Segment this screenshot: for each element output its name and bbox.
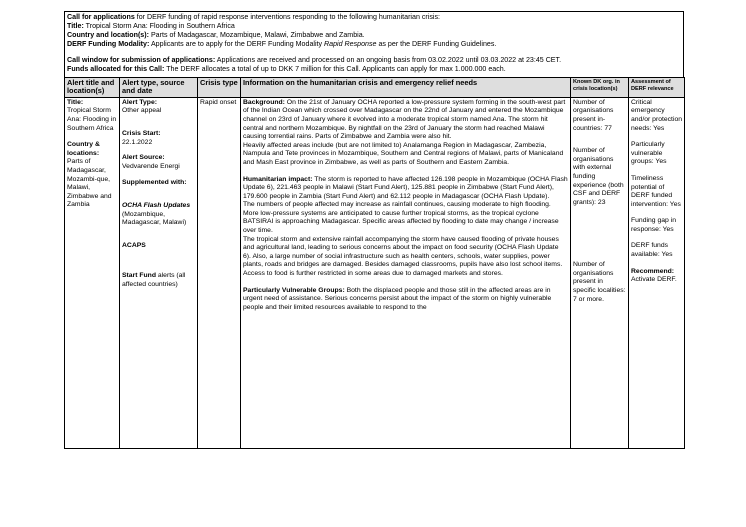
col-header-crisis-type: Crisis type (198, 77, 241, 97)
background-text: On the 21st of January OCHA reported a low-pressure system forming in the south-west part of the Indian Ocean which crossed over Madagascar on the 22nd of January and entered the Mozambique channel on 23rd of January where it evolved into a moderate tropical storm named Ana. The storm hit central and northern Mozambique. By nightfall on the 23rd of January the storm had reached Malawi causing torrential rains. Parts of Zimbabwe and Zambia were also hit. (243, 98, 566, 141)
cell-crisis-type (198, 97, 241, 448)
call-label: Call for applications (67, 13, 135, 21)
impact-paragraph-3: The tropical storm and extensive rainfall accompanying the storm have caused flooding of private houses and agricultural land, leading to serious concerns about the impact on food security (OCHA Flash Update 6). Also, a large number of social infrastructure such as health centers, schools, water supplies, power plants, roads and bridges are damaged. Besides damaged classrooms, pupils have also lost school items. (243, 235, 563, 269)
ocha-text: (Mozambique, Madagascar, Malawi) (122, 210, 187, 227)
vulnerable-paragraph (243, 287, 568, 313)
impact-paragraph-2: The numbers of people affected may increase as rainfall continues, causing moderate to high flooding. More low-pressure systems are anticipated to cause further tropical storms, as the tropical cyclone BATSIRAI is approaching Madagascar. Specific areas affected by flooding to date may change / increase over time. (243, 201, 559, 235)
assessment-gap: Funding gap in response: Yes (631, 217, 676, 233)
impact-paragraph-4: Access to food is further restricted in some areas due to damaged markets and stores. (243, 270, 503, 278)
crisis-start-value: 22.1.2022 (122, 138, 153, 146)
ocha-label: OCHA Flash Updates (122, 201, 191, 209)
modality-label: DERF Funding Modality: (67, 40, 150, 49)
col-header-known-dk: Known DK org. in crisis location(s) (571, 77, 629, 97)
assessment-critical: Critical emergency and/or protection needs: Yes (631, 98, 683, 132)
vulnerable-label: Particularly Vulnerable Groups: (243, 286, 345, 294)
vulnerable-text: Both the displaced people and those still in the affected areas are in urgent need of assistance. Serious concerns persist about the impact of the storm on highly vulnerable people and their limited resources available to respond to the (243, 286, 552, 311)
col-header-info: Information on the humanitarian crisis and emergency relief needs (241, 77, 571, 97)
cell-title-text: Tropical Storm Ana: Flooding in Southern Africa (67, 107, 117, 132)
col-header-alert-title: Alert title and location(s) (65, 77, 120, 97)
recommend-label: Recommend: (631, 267, 675, 275)
cell-alert-title (65, 97, 120, 448)
cell-info (241, 97, 571, 448)
acaps-label: ACAPS (122, 241, 146, 249)
country-line (67, 31, 681, 40)
background-label: Background: (243, 98, 285, 106)
title-line (67, 22, 681, 31)
orgs-localities: Number of organisations present in specific localities: 7 or more. (573, 261, 626, 303)
modality-text-end: as per the DERF Funding Guidelines. (376, 40, 497, 49)
title-label: Title: (67, 22, 84, 31)
assessment-funds: DERF funds available: Yes (631, 242, 673, 259)
impact-paragraph (243, 176, 568, 202)
impact-text: The storm is reported to have affected 126.198 people in Mozambique (OCHA Flash Update 6), 221.463 people in Malawi (Start Fund Alert), 125.881 people in Zimbabwe (Start Fund Alert), 179.600 people in Zambia (Start Fund Alert) and 62.112 people in Madagascar (OCHA Flash Update). (243, 175, 568, 200)
modality-italic: Rapid Response (324, 40, 377, 49)
alert-type-value: Other appeal (122, 107, 162, 115)
recommend-text: Activate DERF. (631, 276, 677, 284)
title-text: Tropical Storm Ana: Flooding in Southern Africa (83, 22, 235, 31)
alert-source-label: Alert Source: (122, 154, 165, 162)
col-header-assessment: Assessment of DERF relevance (629, 77, 685, 97)
cell-known-dk (571, 97, 629, 448)
window-line (67, 56, 681, 65)
assessment-timeliness: Timeliness potential of DERF funded intervention: Yes (631, 174, 681, 208)
cell-assessment (629, 97, 685, 448)
cell-alert-type (120, 97, 198, 448)
crisis-start-label: Crisis Start: (122, 129, 161, 137)
funds-line (67, 65, 681, 74)
table-row (65, 97, 685, 448)
funds-label: Funds allocated for this Call: (67, 65, 165, 74)
impact-label: Humanitarian impact: (243, 175, 313, 183)
table-header-row (65, 77, 685, 97)
col-header-alert-type: Alert type, source and date (120, 77, 198, 97)
country-text: Parts of Madagascar, Mozambique, Malawi, Zimbabwe and Zambia. (148, 31, 365, 40)
cell-title-label: Title: (67, 98, 84, 106)
document-page (64, 11, 684, 449)
assessment-vulnerable: Particularly vulnerable groups: Yes (631, 141, 667, 166)
cell-country-text: Parts of Madagascar, Mozambi-que, Malawi, Zimbabwe and Zambia (67, 158, 112, 209)
cell-country-label: Country & locations: (67, 141, 100, 157)
start-fund-label: Start Fund (122, 272, 156, 280)
background-paragraph (243, 99, 568, 142)
modality-text: Applicants are to apply for the DERF Funding Modality (149, 40, 325, 49)
orgs-present: Number of organisations present in-countries: 77 (573, 98, 614, 132)
start-fund-text: alerts (all affected countries) (122, 272, 186, 288)
crisis-type-value: Rapid onset (200, 98, 237, 106)
background-paragraph-2: Heavily affected areas include (but are not limited to) Analamanga Region in Madagascar, Zambezia, Nampula and Tete provinces in Mozambique, Southern and Central regions of Malawi, parts of Manicaland and Mash East province in Zimbabwe, as well as parts of Southern and Eastern Zambia. (243, 141, 564, 166)
window-text: Applications are received and processed on an ongoing basis from 03.02.2022 until 03.03.2022 at 23:45 CET. (215, 56, 562, 65)
start-fund-line (122, 272, 195, 289)
call-text: for DERF funding of rapid response interventions responding to the following humanitarian crisis: (134, 13, 440, 21)
alert-source-value: Vedvarende Energi (122, 162, 180, 170)
alert-table (64, 77, 685, 449)
modality-line (67, 40, 681, 49)
call-header (64, 11, 684, 78)
call-line (67, 13, 681, 22)
country-label: Country and location(s): (67, 31, 149, 40)
supplemented-label: Supplemented with: (122, 179, 187, 187)
window-label: Call window for submission of applications: (67, 56, 216, 65)
alert-type-label: Alert Type: (122, 98, 157, 106)
orgs-experience: Number of organisations with external funding experience (both CSF and DERF grants): 23 (573, 147, 624, 206)
funds-text: The DERF allocates a total of up to DKK 7 million for this Call. Applicants can apply for max 1.000.000 each. (164, 65, 506, 74)
